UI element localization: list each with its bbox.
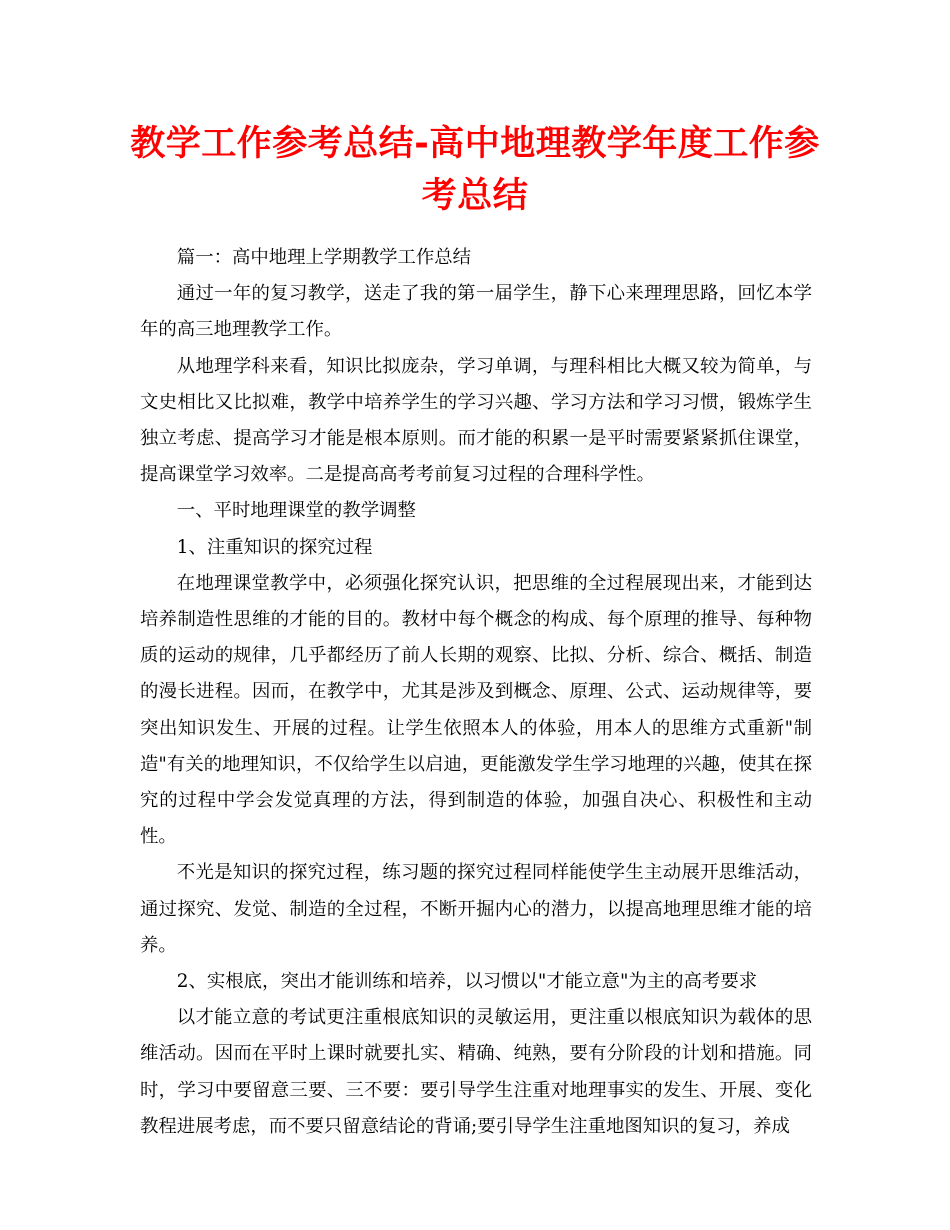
document-body <box>140 240 812 1145</box>
document-title: 教学工作参考总结-高中地理教学年度工作参考总结 <box>130 124 820 216</box>
section-heading: 一、平时地理课堂的教学调整 <box>176 500 416 522</box>
paragraph: 通过一年的复习教学，送走了我的第一届学生，静下心来理理思路，回忆本学年的高三地理教学工作。 <box>140 283 812 341</box>
subsection-heading: 1、注重知识的探究过程 <box>176 536 373 558</box>
paragraph: 以才能立意的考试更注重根底知识的灵敏运用，更注重以根底知识为载体的思维活动。因而在平时上课时就要扎实、精确、纯熟，要有分阶段的计划和措施。同时，学习中要留意三要、三不要：要引导学生注重对地理事实的发生、开展、变化教程进展考虑，而不要只留意结论的背诵;要引导学生注重地图知识的复习，养成 <box>140 1007 812 1137</box>
paragraph: 在地理课堂教学中，必须强化探究认识，把思维的全过程展现出来，才能到达培养制造性思维的才能的目的。教材中每个概念的构成、每个原理的推导、每种物质的运动的规律，几乎都经历了前人长期的观察、比拟、分析、综合、概括、制造的漫长进程。因而，在教学中，尤其是涉及到概念、原理、公式、运动规律等，要突出知识发生、开展的过程。让学生依照本人的体验，用本人的思维方式重新"制造"有关的地理知识，不仅给学生以启迪，更能激发学生学习地理的兴趣，使其在探究的过程中学会发觉真理的方法，得到制造的体验，加强自决心、积极性和主动性。 <box>140 572 812 848</box>
paragraph: 从地理学科来看，知识比拟庞杂，学习单调，与理科相比大概又较为简单，与文史相比又比拟难，教学中培养学生的学习兴趣、学习方法和学习习惯，锻炼学生独立考虑、提高学习才能是根本原则。而才能的积累一是平时需要紧紧抓住课堂，提高课堂学习效率。二是提高高考考前复习过程的合理科学性。 <box>140 355 812 486</box>
paragraph: 不光是知识的探究过程，练习题的探究过程同样能使学生主动展开思维活动，通过探究、发觉、制造的全过程，不断开掘内心的潜力，以提高地理思维才能的培养。 <box>140 862 812 956</box>
subsection-heading: 2、实根底，突出才能训练和培养，以习惯以"才能立意"为主的高考要求 <box>176 971 758 993</box>
section-heading: 篇一：高中地理上学期教学工作总结 <box>176 247 472 268</box>
